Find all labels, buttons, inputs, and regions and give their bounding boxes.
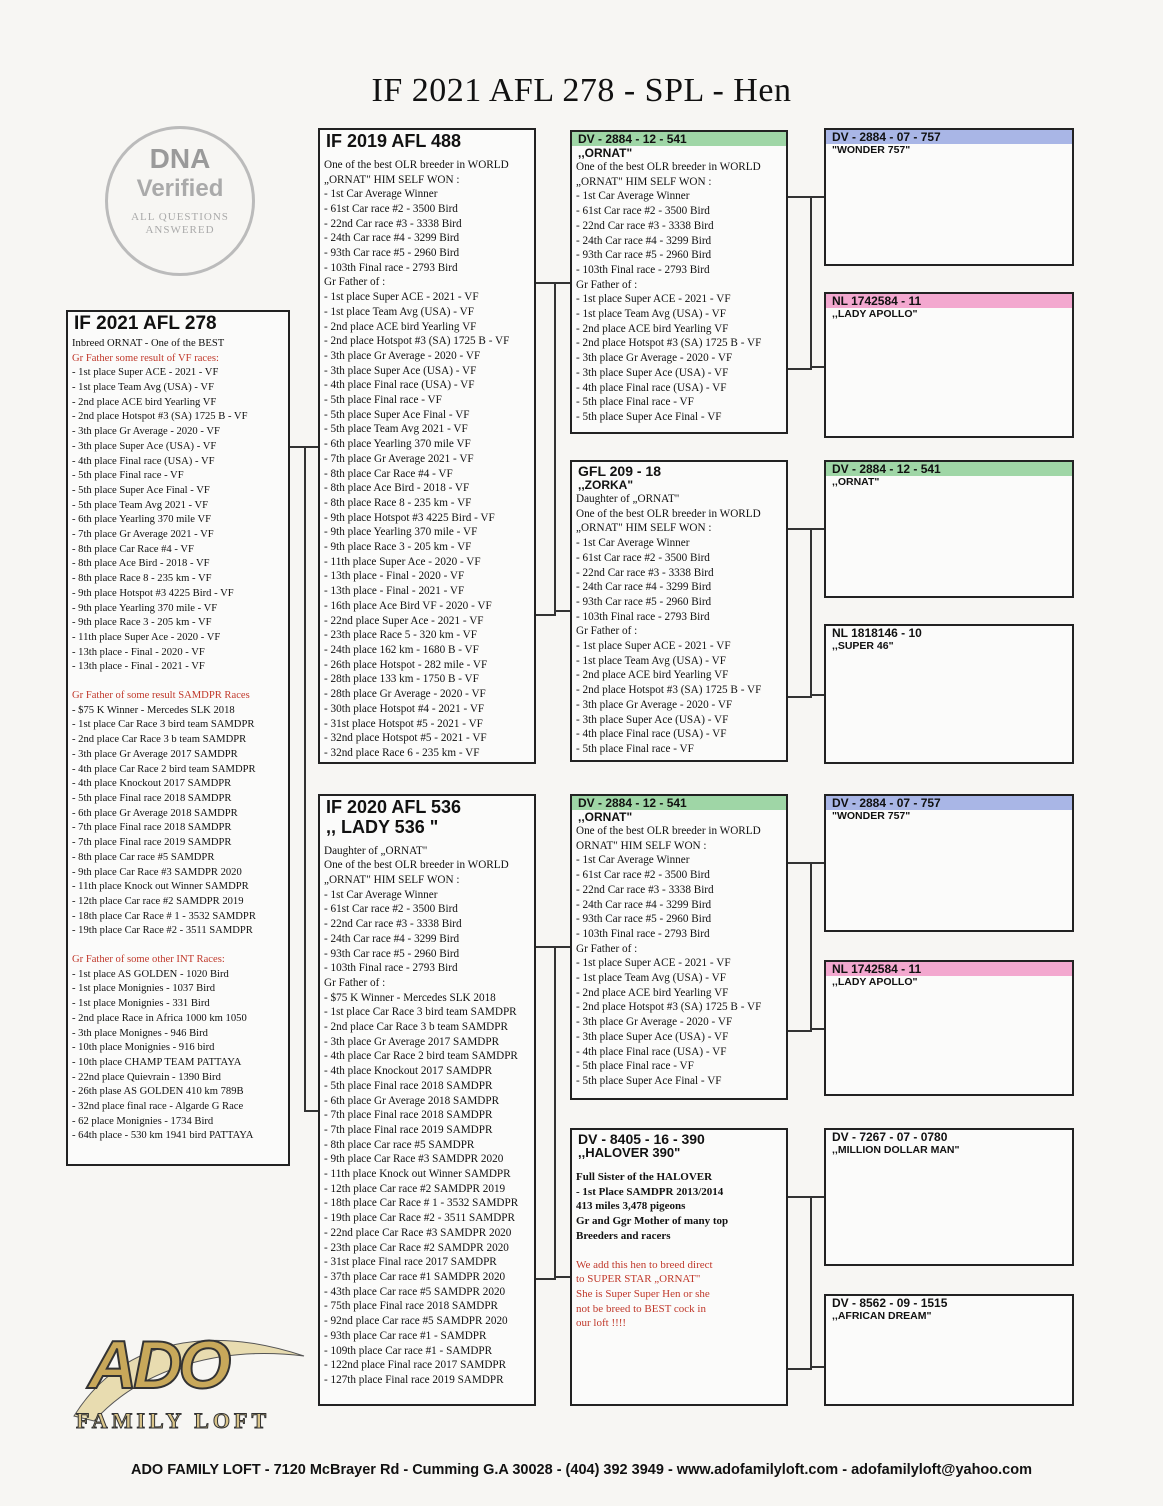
connector bbox=[304, 446, 306, 1110]
grandparent-performance-list bbox=[572, 492, 786, 757]
pedigree-line: - 5th place Team Avg 2021 - VF bbox=[72, 499, 209, 511]
connector bbox=[290, 446, 304, 1110]
pedigree-line: - 2nd place ACE bird Yearling VF bbox=[324, 320, 477, 333]
pedigree-line: - 1st place Super ACE - 2021 - VF bbox=[576, 293, 731, 306]
pedigree-line: - 22nd place Quievrain - 1390 Bird bbox=[72, 1071, 221, 1083]
pedigree-line: - 8th place Ace Bird - 2018 - VF bbox=[324, 482, 470, 495]
great-grandparent-name: ,,SUPER 46" bbox=[832, 640, 894, 652]
pedigree-line: - 93th Car race #5 - 2960 Bird bbox=[576, 913, 712, 926]
pedigree-line: - 19th place Car Race #2 - 3511 SAMDPR bbox=[72, 925, 253, 937]
pedigree-line: - 8th place Car race #5 SAMDPR bbox=[72, 851, 215, 863]
badge-line4: ANSWERED bbox=[145, 224, 215, 236]
pedigree-line: - 3th place Gr Average 2017 SAMDPR bbox=[324, 1035, 500, 1048]
pedigree-line: - 24th Car race #4 - 3299 Bird bbox=[324, 932, 460, 945]
pedigree-line: - 10th place CHAMP TEAM PATTAYA bbox=[72, 1056, 242, 1068]
pedigree-line: - 22nd Car race #3 - 3338 Bird bbox=[576, 219, 714, 232]
connector bbox=[304, 1110, 318, 1112]
grandparent-performance-list bbox=[572, 160, 786, 425]
pedigree-line: - 19th place Car Race #2 - 3511 SAMDPR bbox=[324, 1212, 515, 1225]
connector bbox=[788, 862, 812, 1032]
connector bbox=[788, 196, 812, 370]
dam-box bbox=[318, 794, 536, 1406]
pedigree-line: - 4th place Final race (USA) - VF bbox=[576, 381, 727, 394]
pedigree-line: - 1st place Monignies - 331 Bird bbox=[72, 998, 210, 1010]
pedigree-line: - 5th place Super Ace Final - VF bbox=[72, 484, 210, 496]
pedigree-line: - 1st Car Average Winner bbox=[576, 854, 690, 867]
pedigree-line: - 8th place Car Race #4 - VF bbox=[72, 543, 194, 555]
pedigree-line: One of the best OLR breeder in WORLD bbox=[576, 161, 761, 173]
pedigree-line: - 43th place Car race #5 SAMDPR 2020 bbox=[324, 1285, 506, 1298]
grandparent-ring: DV - 2884 - 12 - 541 bbox=[572, 796, 786, 810]
pedigree-line: She is Super Super Hen or she bbox=[576, 1287, 710, 1300]
pedigree-line: - 10th place Monignies - 916 bird bbox=[72, 1042, 215, 1054]
pedigree-line: - 1st place Team Avg (USA) - VF bbox=[576, 972, 726, 985]
connector bbox=[536, 282, 556, 616]
pedigree-line: - 13th place - Final - 2020 - VF bbox=[72, 646, 205, 658]
pedigree-line: - 4th place Knockout 2017 SAMDPR bbox=[324, 1065, 493, 1078]
pedigree-line: - 5th place Final race 2018 SAMDPR bbox=[72, 792, 232, 804]
great-grandparent-ring: DV - 2884 - 07 - 757 bbox=[826, 130, 1072, 144]
pedigree-line: - 32nd place Race 6 - 235 km - VF bbox=[324, 746, 480, 759]
grandparent-ring: GFL 209 - 18 bbox=[578, 463, 662, 479]
pedigree-line: - 2nd place Hotspot #3 (SA) 1725 B - VF bbox=[576, 1001, 762, 1014]
great-grandparent-box bbox=[824, 794, 1074, 932]
pedigree-line: - 30th place Hotspot #4 - 2021 - VF bbox=[324, 702, 485, 715]
great-grandparent-ring: DV - 8562 - 09 - 1515 bbox=[832, 1296, 948, 1310]
connector bbox=[810, 862, 824, 864]
dam-ring: IF 2020 AFL 536 bbox=[326, 797, 462, 817]
pedigree-line: - 32nd place Hotspot #5 - 2021 - VF bbox=[324, 732, 487, 745]
pedigree-line: - 61st Car race #2 - 3500 Bird bbox=[324, 903, 458, 916]
pedigree-line: - 4th place Knockout 2017 SAMDPR bbox=[72, 778, 232, 790]
grandparent-box-2 bbox=[570, 460, 788, 762]
pedigree-line: Gr Father of : bbox=[324, 276, 386, 289]
pedigree-line: - 28th place Gr Average - 2020 - VF bbox=[324, 688, 486, 701]
pedigree-line: - 93th Car race #5 - 2960 Bird bbox=[324, 247, 460, 260]
pedigree-line: - 5th place Final race - VF bbox=[576, 1060, 694, 1073]
pedigree-line: - 93th Car race #5 - 2960 Bird bbox=[324, 947, 460, 960]
pedigree-line: - 5th place Final race - VF bbox=[576, 742, 694, 755]
pedigree-line: - 11th place Super Ace - 2020 - VF bbox=[72, 631, 221, 643]
connector bbox=[810, 694, 824, 696]
pedigree-line: - 37th place Car race #1 SAMDPR 2020 bbox=[324, 1270, 506, 1283]
sire-ring: IF 2019 AFL 488 bbox=[326, 131, 462, 151]
pedigree-line: - 2nd place Hotspot #3 (SA) 1725 B - VF bbox=[324, 335, 510, 348]
pedigree-line: - 24th Car race #4 - 3299 Bird bbox=[576, 898, 712, 911]
pedigree-line: - 64th place - 530 km 1941 bird PATTAYA bbox=[72, 1130, 254, 1142]
connector bbox=[788, 528, 812, 698]
pedigree-line: - 109th place Car race #1 - SAMDPR bbox=[324, 1344, 493, 1357]
great-grandparent-name: ,,MILLION DOLLAR MAN" bbox=[832, 1144, 960, 1156]
pedigree-line: - $75 K Winner - Mercedes SLK 2018 bbox=[324, 991, 496, 1004]
pedigree-line: - 1st place Team Avg (USA) - VF bbox=[72, 382, 214, 393]
pedigree-line: One of the best OLR breeder in WORLD bbox=[324, 859, 509, 872]
pedigree-line: ORNAT" HIM SELF WON : bbox=[576, 839, 707, 852]
pedigree-line: - 4th place Final race (USA) - VF bbox=[576, 728, 727, 741]
great-grandparent-ring: NL 1742584 - 11 bbox=[826, 962, 1072, 976]
subject-vf-list bbox=[72, 366, 284, 675]
pedigree-line: - 7th place Final race 2019 SAMDPR bbox=[72, 837, 232, 849]
logo-main-text: ADO bbox=[88, 1327, 228, 1403]
pedigree-line: - 9th place Yearling 370 mile - VF bbox=[324, 526, 478, 539]
pedigree-line: - 61st Car race #2 - 3500 Bird bbox=[576, 551, 710, 564]
pedigree-line: - 1st place Super ACE - 2021 - VF bbox=[324, 291, 479, 304]
pedigree-line: - 1st place AS GOLDEN - 1020 Bird bbox=[72, 968, 229, 980]
grandparent-name: ,,ORNAT" bbox=[578, 146, 633, 160]
pedigree-line: - 22nd place Car Race #3 SAMDPR 2020 bbox=[324, 1226, 512, 1239]
pedigree-line: - 18th place Car Race # 1 - 3532 SAMDPR bbox=[324, 1197, 519, 1210]
pedigree-line: - 2nd place ACE bird Yearling VF bbox=[576, 986, 729, 999]
pedigree-line: - 5th place Super Ace Final - VF bbox=[324, 408, 470, 421]
great-grandparent-box bbox=[824, 292, 1074, 438]
pedigree-line: - 3th place Monignes - 946 Bird bbox=[72, 1027, 208, 1039]
pedigree-line: - 1st place Team Avg (USA) - VF bbox=[576, 654, 726, 667]
great-grandparent-ring: NL 1742584 - 11 bbox=[826, 294, 1072, 308]
subject-samdpr-list bbox=[72, 704, 284, 939]
subject-pigeon-box bbox=[66, 310, 290, 1166]
pedigree-line: - 1st Place SAMDPR 2013/2014 bbox=[576, 1185, 724, 1198]
pedigree-line: - 93th Car race #5 - 2960 Bird bbox=[576, 249, 712, 262]
pedigree-line: - 2nd place ACE bird Yearling VF bbox=[576, 322, 729, 335]
pedigree-line: - 13th place - Final - 2020 - VF bbox=[324, 570, 465, 583]
pedigree-line: - 9th place Yearling 370 mile - VF bbox=[72, 602, 218, 614]
pedigree-line: - 4th place Car Race 2 bird team SAMDPR bbox=[72, 763, 256, 775]
pedigree-line: - 2nd place ACE bird Yearling VF bbox=[576, 669, 729, 682]
ado-family-loft-logo bbox=[64, 1316, 314, 1436]
great-grandparent-name: ,,LADY APOLLO" bbox=[832, 308, 918, 320]
connector bbox=[810, 366, 824, 368]
pedigree-line: - 9th place Race 3 - 205 km - VF bbox=[324, 541, 472, 554]
connector bbox=[554, 1276, 570, 1278]
great-grandparent-box bbox=[824, 460, 1074, 598]
pedigree-line: - 2nd place Hotspot #3 (SA) 1725 B - VF bbox=[72, 411, 248, 423]
pedigree-line: - 4th place Final race (USA) - VF bbox=[324, 379, 475, 392]
pedigree-line: - 5th place Final race 2018 SAMDPR bbox=[324, 1079, 493, 1092]
pedigree-line: - 3th place Super Ace (USA) - VF bbox=[576, 366, 729, 379]
great-grandparent-ring: NL 1818146 - 10 bbox=[832, 626, 922, 640]
logo-sub-text: FAMILY LOFT bbox=[76, 1408, 271, 1433]
pedigree-line: - 5th place Super Ace Final - VF bbox=[576, 410, 722, 423]
pedigree-line: - 122nd place Final race 2017 SAMDPR bbox=[324, 1359, 507, 1372]
pedigree-line: - 103th Final race - 2793 Bird bbox=[324, 962, 458, 975]
pedigree-line: to SUPER STAR „ORNAT" bbox=[576, 1273, 701, 1286]
grandparent-name: ,,HALOVER 390" bbox=[578, 1145, 681, 1160]
pedigree-line: - 12th place Car race #2 SAMDPR 2019 bbox=[324, 1182, 506, 1195]
pedigree-line: - $75 K Winner - Mercedes SLK 2018 bbox=[72, 704, 235, 716]
pedigree-line: Daughter of „ORNAT" bbox=[576, 493, 680, 505]
pedigree-line: - 1st Car Average Winner bbox=[576, 537, 690, 550]
connector bbox=[810, 1196, 824, 1198]
pedigree-title: IF 2021 AFL 278 - SPL - Hen bbox=[371, 72, 792, 109]
grandparent-box-3 bbox=[570, 794, 788, 1100]
pedigree-line: - 24th place 162 km - 1680 B - VF bbox=[324, 644, 479, 656]
pedigree-line: - 3th place Gr Average - 2020 - VF bbox=[576, 698, 733, 711]
pedigree-line: - 6th place Gr Average 2018 SAMDPR bbox=[72, 807, 238, 819]
pedigree-line: - 103th Final race - 2793 Bird bbox=[576, 610, 710, 623]
pedigree-line: - 7th place Final race 2018 SAMDPR bbox=[72, 822, 232, 834]
subject-intro: Inbreed ORNAT - One of the BEST bbox=[72, 337, 225, 349]
pedigree-line: „ORNAT" HIM SELF WON : bbox=[576, 175, 712, 188]
great-grandparent-box bbox=[824, 624, 1074, 764]
connector bbox=[810, 1028, 824, 1030]
pedigree-line: - 22nd Car race #3 - 3338 Bird bbox=[324, 918, 462, 931]
pedigree-line: - 3th place Gr Average 2017 SAMDPR bbox=[72, 748, 238, 760]
pedigree-line: - 3th place Super Ace (USA) - VF bbox=[72, 440, 217, 452]
pedigree-line: - 5th place Final race - VF bbox=[324, 394, 442, 407]
pedigree-line: not be breed to BEST cock in bbox=[576, 1302, 706, 1315]
dna-verified-badge bbox=[105, 126, 255, 276]
connector bbox=[788, 1196, 812, 1370]
pedigree-line: - 103th Final race - 2793 Bird bbox=[576, 927, 710, 940]
subject-vf-heading: Gr Father some result of VF races: bbox=[72, 352, 219, 364]
pedigree-line: - 2nd place Hotspot #3 (SA) 1725 B - VF bbox=[576, 337, 762, 350]
pedigree-line: - 11th place Super Ace - 2020 - VF bbox=[324, 555, 481, 568]
pedigree-line: - 2nd place Hotspot #3 (SA) 1725 B - VF bbox=[576, 684, 762, 697]
pedigree-line: - 5th place Super Ace Final - VF bbox=[576, 1074, 722, 1087]
pedigree-line: - 1st place Super ACE - 2021 - VF bbox=[576, 957, 731, 970]
pedigree-line: - 24th Car race #4 - 3299 Bird bbox=[324, 232, 460, 245]
pedigree-line: - 127th place Final race 2019 SAMDPR bbox=[324, 1373, 504, 1386]
pedigree-line: - 11th place Knock out Winner SAMDPR bbox=[324, 1168, 511, 1181]
great-grandparent-ring: DV - 2884 - 12 - 541 bbox=[826, 462, 1072, 476]
pedigree-line: - 7th place Gr Average 2021 - VF bbox=[72, 529, 214, 541]
pedigree-line: - 32nd place final race - Algarde G Race bbox=[72, 1101, 244, 1113]
pedigree-line: our loft !!!! bbox=[576, 1317, 627, 1330]
pedigree-line: - 8th place Car race #5 SAMDPR bbox=[324, 1138, 475, 1151]
great-grandparent-box bbox=[824, 1128, 1074, 1266]
sire-performance-list bbox=[320, 158, 534, 761]
pedigree-line: - 1st place Team Avg (USA) - VF bbox=[324, 305, 474, 318]
great-grandparent-name: ,,AFRICAN DREAM" bbox=[832, 1310, 932, 1322]
pedigree-line: - 8th place Race 8 - 235 km - VF bbox=[72, 573, 212, 585]
pedigree-line: - 3th place Super Ace (USA) - VF bbox=[576, 1030, 729, 1043]
pedigree-line: - 6th place Yearling 370 mile VF bbox=[324, 438, 471, 451]
pedigree-line: - 12th place Car race #2 SAMDPR 2019 bbox=[72, 895, 244, 907]
pedigree-line: - 1st place Super ACE - 2021 - VF bbox=[72, 367, 219, 379]
pedigree-line: - 24th Car race #4 - 3299 Bird bbox=[576, 234, 712, 247]
pedigree-line: - 31st place Final race 2017 SAMDPR bbox=[324, 1256, 497, 1269]
pedigree-line: - 23th place Car Race #2 SAMDPR 2020 bbox=[324, 1241, 509, 1254]
pedigree-line: Daughter of „ORNAT" bbox=[324, 844, 428, 857]
connector bbox=[810, 528, 824, 530]
connector bbox=[554, 282, 570, 284]
great-grandparent-name: "WONDER 757" bbox=[832, 144, 911, 156]
pedigree-line: - 3th place Super Ace (USA) - VF bbox=[576, 713, 729, 726]
pedigree-line: - 2nd place Car Race 3 b team SAMDPR bbox=[324, 1021, 508, 1034]
pedigree-line: - 11th place Knock out Winner SAMDPR bbox=[72, 881, 249, 893]
grandparent-red-note bbox=[572, 1258, 786, 1332]
pedigree-line: Gr Father of : bbox=[324, 976, 386, 989]
pedigree-line: Gr Father of : bbox=[576, 625, 638, 638]
pedigree-line: - 24th Car race #4 - 3299 Bird bbox=[576, 581, 712, 594]
pedigree-line: - 6th place Gr Average 2018 SAMDPR bbox=[324, 1094, 500, 1107]
great-grandparent-name: "WONDER 757" bbox=[832, 810, 911, 822]
pedigree-line: - 22nd Car race #3 - 3338 Bird bbox=[324, 217, 462, 230]
pedigree-line: - 8th place Ace Bird - 2018 - VF bbox=[72, 558, 210, 570]
pedigree-line: - 2nd place Car Race 3 b team SAMDPR bbox=[72, 734, 247, 746]
pedigree-line: - 9th place Hotspot #3 4225 Bird - VF bbox=[72, 587, 234, 599]
grandparent-name: ,,ORNAT" bbox=[578, 810, 633, 824]
pedigree-line: - 61st Car race #2 - 3500 Bird bbox=[576, 205, 710, 218]
grandparent-box-4 bbox=[570, 1128, 788, 1406]
pedigree-line: - 1st place Car Race 3 bird team SAMDPR bbox=[324, 1006, 517, 1019]
great-grandparent-box bbox=[824, 128, 1074, 266]
sire-box bbox=[318, 128, 536, 764]
pedigree-line: - 22nd Car race #3 - 3338 Bird bbox=[576, 566, 714, 579]
pedigree-line: One of the best OLR breeder in WORLD bbox=[576, 825, 761, 837]
pedigree-line: - 5th place Team Avg 2021 - VF bbox=[324, 423, 468, 436]
pedigree-line: - 3th place Gr Average - 2020 - VF bbox=[576, 352, 733, 365]
great-grandparent-ring: DV - 2884 - 07 - 757 bbox=[826, 796, 1072, 810]
grandparent-ring: DV - 2884 - 12 - 541 bbox=[572, 132, 786, 146]
pedigree-line: - 75th place Final race 2018 SAMDPR bbox=[324, 1300, 499, 1313]
pedigree-line: - 3th place Gr Average - 2020 - VF bbox=[324, 349, 481, 362]
subject-int-list bbox=[72, 968, 284, 1144]
footer-contact: ADO FAMILY LOFT - 7120 McBrayer Rd - Cumming G.A 30028 - (404) 392 3949 - www.adofamilyloft.com - adofamilyloft@yahoo.com bbox=[130, 1462, 1032, 1478]
pedigree-line: - 28th place 133 km - 1750 B - VF bbox=[324, 673, 479, 686]
pedigree-line: Gr and Ggr Mother of many top bbox=[576, 1215, 729, 1228]
pedigree-line: - 18th place Car Race # 1 - 3532 SAMDPR bbox=[72, 910, 256, 922]
pedigree-line: - 4th place Final race (USA) - VF bbox=[576, 1045, 727, 1058]
pedigree-line: - 1st place Super ACE - 2021 - VF bbox=[576, 640, 731, 653]
great-grandparent-box bbox=[824, 960, 1074, 1096]
subject-int-heading: Gr Father of some other INT Races: bbox=[72, 954, 225, 966]
pedigree-line: - 92nd place Car race #5 SAMDPR 2020 bbox=[324, 1315, 508, 1328]
pedigree-line: - 3th place Gr Average - 2020 - VF bbox=[72, 426, 220, 438]
pedigree-line: - 22nd Car race #3 - 3338 Bird bbox=[576, 883, 714, 896]
pedigree-line: - 16th place Ace Bird VF - 2020 - VF bbox=[324, 599, 492, 612]
pedigree-line: - 23th place Race 5 - 320 km - VF bbox=[324, 629, 477, 642]
pedigree-line: - 5th place Final race - VF bbox=[576, 396, 694, 409]
dam-name: ,, LADY 536 " bbox=[326, 816, 439, 837]
pedigree-line: - 1st place Monignies - 1037 Bird bbox=[72, 983, 215, 995]
pedigree-line: - 7th place Final race 2019 SAMDPR bbox=[324, 1123, 493, 1136]
pedigree-line: - 4th place Car Race 2 bird team SAMDPR bbox=[324, 1050, 518, 1063]
pedigree-line: We add this hen to breed direct bbox=[576, 1258, 713, 1271]
connector bbox=[554, 946, 570, 948]
badge-line2: Verified bbox=[136, 175, 224, 202]
pedigree-line: One of the best OLR breeder in WORLD bbox=[576, 507, 761, 520]
pedigree-line: Full Sister of the HALOVER bbox=[576, 1171, 713, 1183]
grandparent-box-1 bbox=[570, 130, 788, 434]
pedigree-line: - 8th place Car Race #4 - VF bbox=[324, 467, 453, 480]
great-grandparent-name: ,,ORNAT" bbox=[832, 476, 880, 488]
grandparent-ring: DV - 8405 - 16 - 390 bbox=[578, 1131, 705, 1147]
pedigree-line: - 9th place Race 3 - 205 km - VF bbox=[72, 617, 212, 629]
pedigree-line: - 7th place Final race 2018 SAMDPR bbox=[324, 1109, 493, 1122]
connector bbox=[554, 610, 570, 612]
badge-line1: DNA bbox=[149, 143, 211, 174]
pedigree-line: - 62 place Monignies - 1734 Bird bbox=[72, 1115, 214, 1127]
grandparent-name: ,,ZORKA" bbox=[578, 478, 634, 492]
pedigree-line: „ORNAT" HIM SELF WON : bbox=[324, 874, 460, 886]
pedigree-line: - 1st Car Average Winner bbox=[324, 888, 438, 901]
pedigree-line: - 1st place Car Race 3 bird team SAMDPR bbox=[72, 719, 255, 731]
pedigree-line: - 5th place Final race - VF bbox=[72, 470, 184, 482]
pedigree-line: - 31st place Hotspot #5 - 2021 - VF bbox=[324, 717, 483, 730]
grandparent-performance-list bbox=[572, 824, 786, 1089]
pedigree-line: - 3th place Gr Average - 2020 - VF bbox=[576, 1016, 733, 1029]
connector bbox=[536, 946, 556, 1280]
subject-ring: IF 2021 AFL 278 bbox=[74, 313, 217, 334]
pedigree-line: - 1st Car Average Winner bbox=[324, 188, 438, 201]
grandparent-performance-list bbox=[572, 1170, 786, 1244]
pedigree-line: - 61st Car race #2 - 3500 Bird bbox=[576, 869, 710, 882]
pedigree-line: - 9th place Car Race #3 SAMDPR 2020 bbox=[324, 1153, 504, 1166]
pedigree-line: - 2nd place ACE bird Yearling VF bbox=[72, 396, 217, 408]
pedigree-line: - 8th place Race 8 - 235 km - VF bbox=[324, 496, 472, 509]
pedigree-line: - 4th place Final race (USA) - VF bbox=[72, 455, 215, 467]
pedigree-line: 413 miles 3,478 pigeons bbox=[576, 1200, 686, 1213]
dam-performance-list bbox=[320, 844, 534, 1388]
pedigree-line: - 3th place Super Ace (USA) - VF bbox=[324, 364, 477, 377]
pedigree-line: - 7th place Gr Average 2021 - VF bbox=[324, 452, 474, 465]
pedigree-line: - 103th Final race - 2793 Bird bbox=[324, 261, 458, 274]
pedigree-line: - 1st Car Average Winner bbox=[576, 190, 690, 203]
pedigree-line: - 9th place Hotspot #3 4225 Bird - VF bbox=[324, 511, 495, 524]
pedigree-line: - 22nd place Super Ace - 2021 - VF bbox=[324, 614, 484, 627]
connector bbox=[810, 196, 824, 198]
pedigree-line: One of the best OLR breeder in WORLD bbox=[324, 158, 509, 171]
subject-samdpr-heading: Gr Father of some result SAMDPR Races bbox=[72, 690, 250, 702]
pedigree-line: „ORNAT" HIM SELF WON : bbox=[576, 522, 712, 535]
badge-line3: ALL QUESTIONS bbox=[131, 211, 229, 223]
pedigree-line: „ORNAT" HIM SELF WON : bbox=[324, 173, 460, 186]
pedigree-line: - 6th place Yearling 370 mile VF bbox=[72, 514, 211, 526]
great-grandparent-name: ,,LADY APOLLO" bbox=[832, 976, 918, 988]
pedigree-line: - 103th Final race - 2793 Bird bbox=[576, 263, 710, 276]
pedigree-line: - 13th place - Final - 2021 - VF bbox=[324, 585, 465, 598]
pedigree-line: - 1st place Team Avg (USA) - VF bbox=[576, 308, 726, 321]
pedigree-line: - 13th place - Final - 2021 - VF bbox=[72, 661, 205, 673]
pedigree-line: - 2nd place Race in Africa 1000 km 1050 bbox=[72, 1012, 247, 1024]
pedigree-line: Gr Father of : bbox=[576, 278, 638, 291]
pedigree-line: - 26th plase AS GOLDEN 410 km 789B bbox=[72, 1086, 244, 1098]
connector bbox=[810, 1366, 824, 1368]
great-grandparent-box bbox=[824, 1294, 1074, 1406]
pedigree-line: - 9th place Car Race #3 SAMDPR 2020 bbox=[72, 866, 242, 878]
pedigree-line: - 93th place Car race #1 - SAMDPR bbox=[324, 1329, 487, 1342]
pedigree-line: - 93th Car race #5 - 2960 Bird bbox=[576, 595, 712, 608]
pedigree-line: - 26th place Hotspot - 282 mile - VF bbox=[324, 658, 488, 671]
pedigree-line: - 61st Car race #2 - 3500 Bird bbox=[324, 202, 458, 215]
pedigree-line: Breeders and racers bbox=[576, 1229, 671, 1242]
great-grandparent-ring: DV - 7267 - 07 - 0780 bbox=[832, 1130, 948, 1144]
pedigree-line: Gr Father of : bbox=[576, 942, 638, 955]
